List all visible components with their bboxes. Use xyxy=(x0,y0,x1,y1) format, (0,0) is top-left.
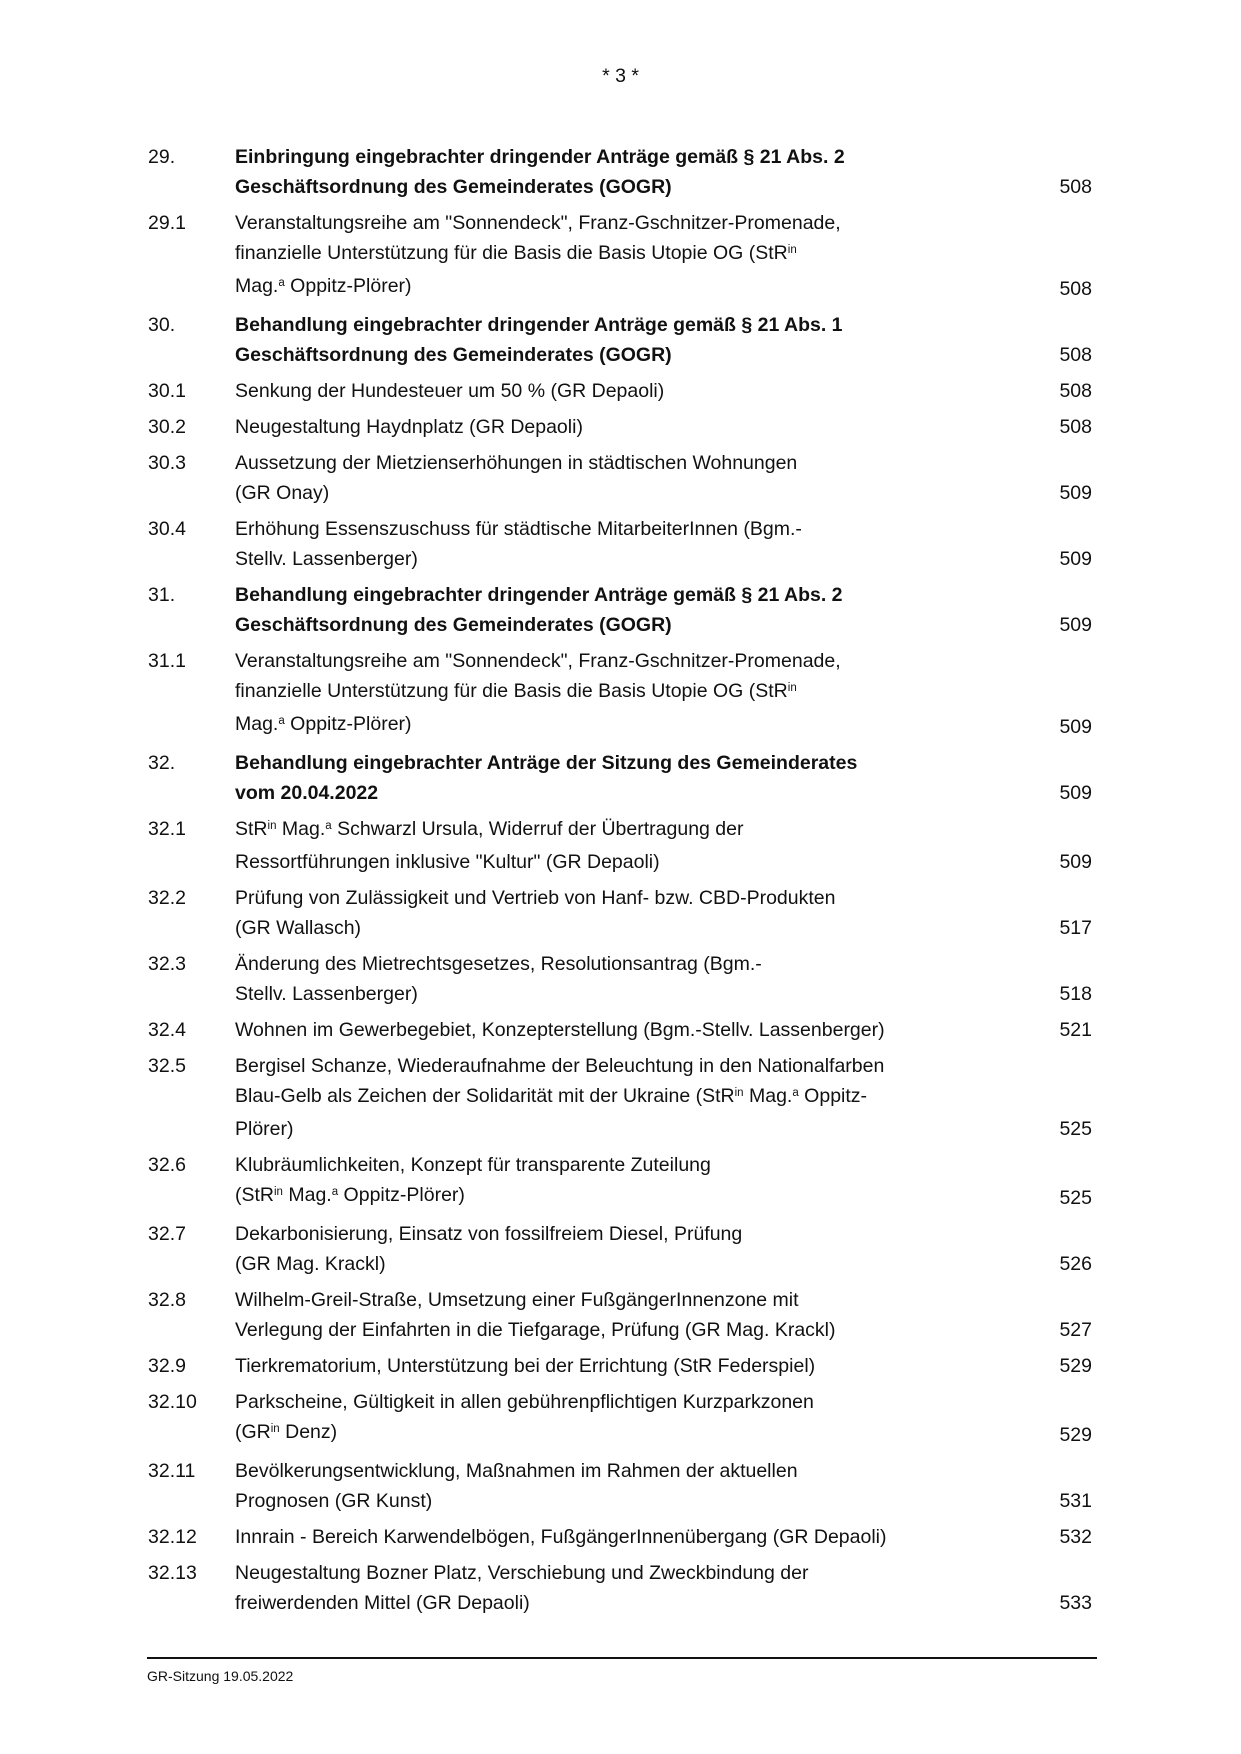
line-text: (StR xyxy=(235,1184,274,1206)
toc-item-text xyxy=(235,1456,1042,1516)
toc-item-page-number: 508 xyxy=(1059,176,1092,198)
toc-item-page-number: 518 xyxy=(1059,983,1092,1005)
toc-item-page-number: 509 xyxy=(1059,614,1092,636)
toc-item-page-number: 508 xyxy=(1059,344,1092,366)
line-text: Dekarbonisierung, Einsatz von fossilfreiem Diesel, Prüfung xyxy=(235,1223,743,1245)
superscript-text: in xyxy=(267,820,277,832)
toc-item-number: 32.12 xyxy=(148,1526,197,1548)
line-text: Oppitz-Plörer) xyxy=(284,713,412,735)
toc-item-line xyxy=(235,1486,1042,1516)
toc-item-page-number: 508 xyxy=(1059,416,1092,438)
toc-item-text xyxy=(235,1015,1042,1045)
toc-item xyxy=(148,142,1092,202)
toc-item-line xyxy=(235,1114,1042,1144)
line-text: Prognosen (GR Kunst) xyxy=(235,1490,433,1512)
line-text: Verlegung der Einfahrten in die Tiefgarage, Prüfung (GR Mag. Krackl) xyxy=(235,1319,836,1341)
line-text: Stellv. Lassenberger) xyxy=(235,548,418,570)
toc-item-page-number: 525 xyxy=(1059,1187,1092,1209)
line-text: Denz) xyxy=(279,1421,338,1443)
toc-item xyxy=(148,748,1092,808)
superscript-text: a xyxy=(792,1087,799,1099)
line-text: Oppitz- xyxy=(798,1085,868,1107)
line-text: Blau-Gelb als Zeichen der Solidarität mit der Ukraine (StR xyxy=(235,1085,735,1107)
superscript-text: in xyxy=(787,244,797,256)
toc-item xyxy=(148,376,1092,406)
line-text: finanzielle Unterstützung für die Basis die Basis Utopie OG (StR xyxy=(235,680,788,702)
toc-item-page-number: 509 xyxy=(1059,782,1092,804)
toc-item-text xyxy=(235,646,1042,742)
line-text: Veranstaltungsreihe am "Sonnendeck", Franz-Gschnitzer-Promenade, xyxy=(235,212,841,234)
toc-item-text xyxy=(235,1150,1042,1213)
toc-item-number: 30.3 xyxy=(148,452,186,474)
toc-item xyxy=(148,1015,1092,1045)
toc-item-line xyxy=(235,1150,1042,1180)
line-text: Bevölkerungsentwicklung, Maßnahmen im Rahmen der aktuellen xyxy=(235,1460,798,1482)
toc-item-line xyxy=(235,913,1042,943)
toc-item-line xyxy=(235,271,1042,304)
toc-item-number: 30.1 xyxy=(148,380,186,402)
line-text: Mag. xyxy=(235,275,279,297)
line-text: Mag. xyxy=(235,713,279,735)
toc-item-line xyxy=(235,676,1042,709)
toc-item-page-number: 532 xyxy=(1059,1526,1092,1548)
toc-item-line xyxy=(235,949,1042,979)
line-text: Änderung des Mietrechtsgesetzes, Resolutionsantrag (Bgm.- xyxy=(235,953,762,975)
toc-item-number: 32.4 xyxy=(148,1019,186,1041)
toc-item-number: 32.7 xyxy=(148,1223,186,1245)
line-text: Schwarzl Ursula, Widerruf der Übertragung der xyxy=(331,818,744,840)
toc-item-line xyxy=(235,1588,1042,1618)
toc-item-page-number: 531 xyxy=(1059,1490,1092,1512)
line-text: Oppitz-Plörer) xyxy=(284,275,412,297)
toc-item-line xyxy=(235,1285,1042,1315)
line-text: Geschäftsordnung des Gemeinderates (GOGR) xyxy=(235,344,672,366)
toc-item-page-number: 509 xyxy=(1059,482,1092,504)
toc-item-line xyxy=(235,1417,1042,1450)
toc-item-page-number: 521 xyxy=(1059,1019,1092,1041)
line-text: Bergisel Schanze, Wiederaufnahme der Beleuchtung in den Nationalfarben xyxy=(235,1055,885,1077)
line-text: Parkscheine, Gültigkeit in allen gebührenpflichtigen Kurzparkzonen xyxy=(235,1391,814,1413)
toc-item-number: 30. xyxy=(148,314,176,336)
toc-item-line xyxy=(235,1456,1042,1486)
toc-item-line xyxy=(235,610,1042,640)
toc-item-text xyxy=(235,376,1042,406)
line-text: Neugestaltung Haydnplatz (GR Depaoli) xyxy=(235,416,583,438)
toc-item xyxy=(148,580,1092,640)
toc-item xyxy=(148,883,1092,943)
toc-item xyxy=(148,1150,1092,1213)
toc-item-text xyxy=(235,1351,1042,1381)
line-text: (GR Wallasch) xyxy=(235,917,362,939)
toc-item-line xyxy=(235,1180,1042,1213)
line-text: Behandlung eingebrachter dringender Anträge gemäß § 21 Abs. 1 xyxy=(235,314,843,336)
toc-item-line xyxy=(235,310,1042,340)
toc-item-number: 31. xyxy=(148,584,176,606)
toc-item-page-number: 509 xyxy=(1059,851,1092,873)
toc-item xyxy=(148,1219,1092,1279)
page-footer: GR-Sitzung 19.05.2022 xyxy=(147,1657,1097,1685)
line-text: StR xyxy=(235,818,268,840)
toc-item-line xyxy=(235,748,1042,778)
toc-item-line xyxy=(235,478,1042,508)
toc-item-text xyxy=(235,310,1042,370)
toc-item-text xyxy=(235,1522,1042,1552)
toc-item-line xyxy=(235,847,1042,877)
line-text: Klubräumlichkeiten, Konzept für transparente Zuteilung xyxy=(235,1154,711,1176)
superscript-text: in xyxy=(787,682,797,694)
toc-item xyxy=(148,310,1092,370)
superscript-text: a xyxy=(278,277,285,289)
toc-item xyxy=(148,1051,1092,1144)
toc-item-line xyxy=(235,172,1042,202)
toc-item-line xyxy=(235,1051,1042,1081)
toc-item-line xyxy=(235,1081,1042,1114)
superscript-text: a xyxy=(325,820,332,832)
toc-item-number: 32.3 xyxy=(148,953,186,975)
toc-item-line xyxy=(235,514,1042,544)
toc-item-line xyxy=(235,580,1042,610)
toc-item xyxy=(148,208,1092,304)
line-text: Innrain - Bereich Karwendelbögen, FußgängerInnenübergang (GR Depaoli) xyxy=(235,1526,887,1548)
line-text: Wohnen im Gewerbegebiet, Konzepterstellung (Bgm.-Stellv. Lassenberger) xyxy=(235,1019,885,1041)
line-text: Prüfung von Zulässigkeit und Vertrieb von Hanf- bzw. CBD-Produkten xyxy=(235,887,836,909)
toc-item-number: 32.1 xyxy=(148,818,186,840)
toc-item-line xyxy=(235,778,1042,808)
toc-item-line xyxy=(235,1558,1042,1588)
toc-item xyxy=(148,514,1092,574)
line-text: Behandlung eingebrachter Anträge der Sitzung des Gemeinderates xyxy=(235,752,858,774)
toc-item-number: 31.1 xyxy=(148,650,186,672)
toc-item-line xyxy=(235,814,1042,847)
toc-item-line xyxy=(235,883,1042,913)
toc-item-number: 32. xyxy=(148,752,176,774)
line-text: Erhöhung Essenszuschuss für städtische MitarbeiterInnen (Bgm.- xyxy=(235,518,802,540)
toc-item-line xyxy=(235,1522,1042,1552)
toc-item-number: 32.5 xyxy=(148,1055,186,1077)
line-text: Mag. xyxy=(276,818,326,840)
toc-item-page-number: 529 xyxy=(1059,1424,1092,1446)
toc-item-page-number: 508 xyxy=(1059,380,1092,402)
page-number-marker: * 3 * xyxy=(602,65,639,87)
toc-item-line xyxy=(235,1315,1042,1345)
toc-item-line xyxy=(235,412,1042,442)
toc-item-line xyxy=(235,709,1042,742)
toc-item-line xyxy=(235,646,1042,676)
toc-item xyxy=(148,1456,1092,1516)
line-text: Oppitz-Plörer) xyxy=(338,1184,465,1206)
toc-item-number: 32.6 xyxy=(148,1154,186,1176)
line-text: Senkung der Hundesteuer um 50 % (GR Depaoli) xyxy=(235,380,665,402)
toc-item-line xyxy=(235,376,1042,406)
toc-item-line xyxy=(235,142,1042,172)
toc-item-number: 32.2 xyxy=(148,887,186,909)
toc-item-text xyxy=(235,883,1042,943)
toc-item xyxy=(148,1522,1092,1552)
superscript-text: a xyxy=(278,715,285,727)
toc-item-line xyxy=(235,1387,1042,1417)
toc-item-line xyxy=(235,448,1042,478)
line-text: Neugestaltung Bozner Platz, Verschiebung und Zweckbindung der xyxy=(235,1562,809,1584)
toc-item-text xyxy=(235,1219,1042,1279)
line-text: Stellv. Lassenberger) xyxy=(235,983,418,1005)
toc-item-line xyxy=(235,544,1042,574)
superscript-text: in xyxy=(274,1186,283,1198)
toc-item-number: 32.9 xyxy=(148,1355,186,1377)
toc-item-text xyxy=(235,412,1042,442)
toc-item-line xyxy=(235,238,1042,271)
toc-item-text xyxy=(235,1285,1042,1345)
toc-item-text xyxy=(235,748,1042,808)
toc-item-text xyxy=(235,142,1042,202)
toc-item-text xyxy=(235,814,1042,877)
toc-item-page-number: 533 xyxy=(1059,1592,1092,1614)
toc-item-text xyxy=(235,514,1042,574)
superscript-text: a xyxy=(331,1186,339,1198)
toc-item-page-number: 509 xyxy=(1059,716,1092,738)
toc-item-line xyxy=(235,1219,1042,1249)
toc-item-line xyxy=(235,1351,1042,1381)
toc-item-number: 30.4 xyxy=(148,518,186,540)
toc-item-line xyxy=(235,1249,1042,1279)
superscript-text: in xyxy=(734,1087,744,1099)
toc-item-text xyxy=(235,448,1042,508)
toc-item xyxy=(148,1387,1092,1450)
toc-item-page-number: 509 xyxy=(1059,548,1092,570)
line-text: (GR Mag. Krackl) xyxy=(235,1253,386,1275)
line-text: (GR Onay) xyxy=(235,482,330,504)
toc-item-number: 29.1 xyxy=(148,212,186,234)
toc-item xyxy=(148,814,1092,877)
line-text: Wilhelm-Greil-Straße, Umsetzung einer FußgängerInnenzone mit xyxy=(235,1289,799,1311)
line-text: Ressortführungen inklusive "Kultur" (GR Depaoli) xyxy=(235,851,660,873)
line-text: Einbringung eingebrachter dringender Anträge gemäß § 21 Abs. 2 xyxy=(235,146,845,168)
toc-item-text xyxy=(235,949,1042,1009)
toc-item-number: 32.8 xyxy=(148,1289,186,1311)
line-text: Aussetzung der Mietzienserhöhungen in städtischen Wohnungen xyxy=(235,452,798,474)
toc-item-page-number: 508 xyxy=(1059,278,1092,300)
toc-item-page-number: 527 xyxy=(1059,1319,1092,1341)
line-text: Geschäftsordnung des Gemeinderates (GOGR) xyxy=(235,614,672,636)
toc-item-text xyxy=(235,1051,1042,1144)
line-text: Behandlung eingebrachter dringender Anträge gemäß § 21 Abs. 2 xyxy=(235,584,843,606)
line-text: Geschäftsordnung des Gemeinderates (GOGR) xyxy=(235,176,672,198)
toc-item-page-number: 529 xyxy=(1059,1355,1092,1377)
line-text: vom 20.04.2022 xyxy=(235,782,379,804)
line-text: (GR xyxy=(235,1421,271,1443)
toc-item-number: 32.11 xyxy=(148,1460,196,1482)
toc-item-number: 30.2 xyxy=(148,416,186,438)
toc-item-line xyxy=(235,340,1042,370)
toc-item xyxy=(148,448,1092,508)
line-text: Plörer) xyxy=(235,1118,294,1140)
toc-item xyxy=(148,1558,1092,1618)
line-text: Mag. xyxy=(282,1184,332,1206)
line-text: Tierkrematorium, Unterstützung bei der Errichtung (StR Federspiel) xyxy=(235,1355,816,1377)
toc-item-number: 29. xyxy=(148,146,176,168)
toc-item xyxy=(148,949,1092,1009)
toc-item-page-number: 517 xyxy=(1059,917,1092,939)
toc-item xyxy=(148,1285,1092,1345)
superscript-text: in xyxy=(270,1423,280,1435)
toc-item xyxy=(148,1351,1092,1381)
line-text: finanzielle Unterstützung für die Basis die Basis Utopie OG (StR xyxy=(235,242,788,264)
toc-item-number: 32.13 xyxy=(148,1562,197,1584)
line-text: Veranstaltungsreihe am "Sonnendeck", Franz-Gschnitzer-Promenade, xyxy=(235,650,841,672)
toc-item-text xyxy=(235,1387,1042,1450)
toc-item-text xyxy=(235,580,1042,640)
toc-item-page-number: 525 xyxy=(1059,1118,1092,1140)
toc-list xyxy=(148,142,1092,1618)
toc-item-text xyxy=(235,208,1042,304)
line-text: freiwerdenden Mittel (GR Depaoli) xyxy=(235,1592,530,1614)
toc-item-line xyxy=(235,1015,1042,1045)
toc-item-number: 32.10 xyxy=(148,1391,197,1413)
toc-item-line xyxy=(235,979,1042,1009)
toc-item-text xyxy=(235,1558,1042,1618)
line-text: Mag. xyxy=(743,1085,793,1107)
toc-item-line xyxy=(235,208,1042,238)
toc-item xyxy=(148,646,1092,742)
toc-item xyxy=(148,412,1092,442)
toc-item-page-number: 526 xyxy=(1059,1253,1092,1275)
